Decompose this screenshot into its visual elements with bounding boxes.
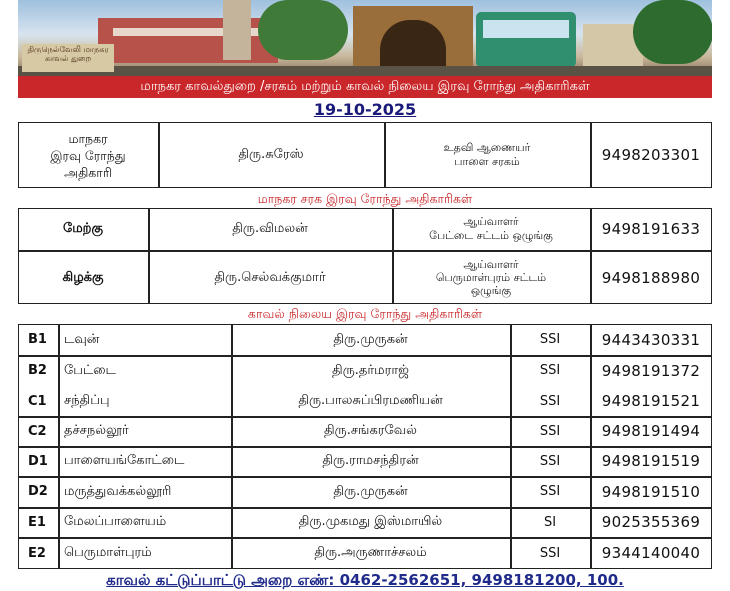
- range-designation-east: ஆய்வாளர் பெருமாள்புரம் சட்டம் ஒழுங்கு: [435, 258, 547, 297]
- station-area: சந்திப்பு: [64, 393, 110, 408]
- range-area-east: கிழக்கு: [62, 269, 104, 285]
- station-name: திரு.சங்கரவேல்: [324, 423, 417, 438]
- station-phone: 9498191494: [601, 422, 701, 440]
- report-date: 19-10-2025: [313, 100, 417, 119]
- station-code: E2: [28, 545, 46, 561]
- station-area: மேலப்பாளையம்: [64, 514, 167, 529]
- station-rank: SSI: [539, 332, 561, 347]
- station-area: தச்சநல்லூர்: [64, 423, 129, 438]
- station-rank: SSI: [539, 363, 561, 378]
- control-room-footer: காவல் கட்டுப்பாட்டு அறை எண்: 0462-2562651, 9498181200, 100.: [106, 571, 624, 589]
- station-phone: 9498191521: [601, 392, 701, 410]
- station-area: டவுன்: [64, 331, 100, 347]
- station-code: D1: [28, 453, 48, 469]
- range-designation-west: ஆய்வாளர் பேட்டை சட்டம் ஒழுங்கு: [429, 215, 553, 242]
- station-code: B1: [28, 332, 47, 347]
- station-area: பெருமாள்புரம்: [64, 545, 152, 560]
- city-officer-phone: 9498203301: [601, 146, 701, 164]
- range-area-west: மேற்கு: [62, 221, 103, 236]
- range-phone-east: 9498188980: [601, 268, 701, 287]
- station-rank: SSI: [539, 453, 561, 469]
- range-phone-west: 9498191633: [601, 220, 701, 238]
- page-title: மாநகர காவல்துறை /சரகம் மற்றும் காவல் நிலைய இரவு ரோந்து அதிகாரிகள்: [18, 76, 712, 98]
- station-name: திரு.முருகன்: [333, 331, 408, 347]
- range-name-west: திரு.விமலன்: [232, 221, 308, 236]
- station-rank: SI: [543, 514, 557, 530]
- station-area: மருத்துவக்கல்லூரி: [64, 483, 172, 499]
- range-name-east: திரு.செல்வக்குமார்: [214, 269, 326, 285]
- banner-image: [18, 0, 712, 76]
- city-officer-name: திரு.சுரேஸ்: [238, 147, 304, 162]
- city-officer-role: மாநகர இரவு ரோந்து அதிகாரி: [50, 130, 126, 180]
- station-code: C2: [28, 423, 47, 439]
- station-area: பாளையங்கோட்டை: [64, 453, 185, 468]
- station-heading: காவல் நிலைய இரவு ரோந்து அதிகாரிகள்: [247, 306, 483, 321]
- station-code: C1: [28, 393, 47, 409]
- station-code: B2: [28, 363, 47, 378]
- station-rank: SSI: [539, 545, 561, 561]
- station-phone: 9498191372: [601, 361, 701, 380]
- station-name: திரு.முருகன்: [333, 483, 408, 499]
- station-area: பேட்டை: [64, 362, 116, 378]
- station-phone: 9344140040: [601, 544, 701, 562]
- banner-logo: திருநெல்வேலி மாநகர காவல் துறை: [22, 44, 114, 72]
- station-code: D2: [28, 484, 48, 499]
- station-phone: 9443430331: [601, 330, 701, 349]
- station-name: திரு.முகமது இஸ்மாயில்: [298, 514, 443, 529]
- range-heading: மாநகர சரக இரவு ரோந்து அதிகாரிகள்: [257, 191, 473, 206]
- station-name: திரு.ராமசந்திரன்: [322, 453, 419, 468]
- station-code: E1: [28, 514, 46, 530]
- station-name: திரு.தர்மராஜ்: [332, 362, 409, 378]
- city-officer-designation: உதவி ஆணையர் பாளை சரகம்: [443, 141, 531, 168]
- station-phone: 9498191519: [601, 452, 701, 470]
- station-name: திரு.அருணாச்சலம்: [314, 545, 427, 560]
- station-phone: 9498191510: [601, 482, 701, 501]
- station-rank: SSI: [539, 423, 561, 439]
- station-rank: SSI: [539, 484, 561, 499]
- station-rank: SSI: [539, 393, 561, 409]
- station-name: திரு.பாலசுப்பிரமணியன்: [298, 393, 443, 408]
- station-phone: 9025355369: [601, 513, 701, 531]
